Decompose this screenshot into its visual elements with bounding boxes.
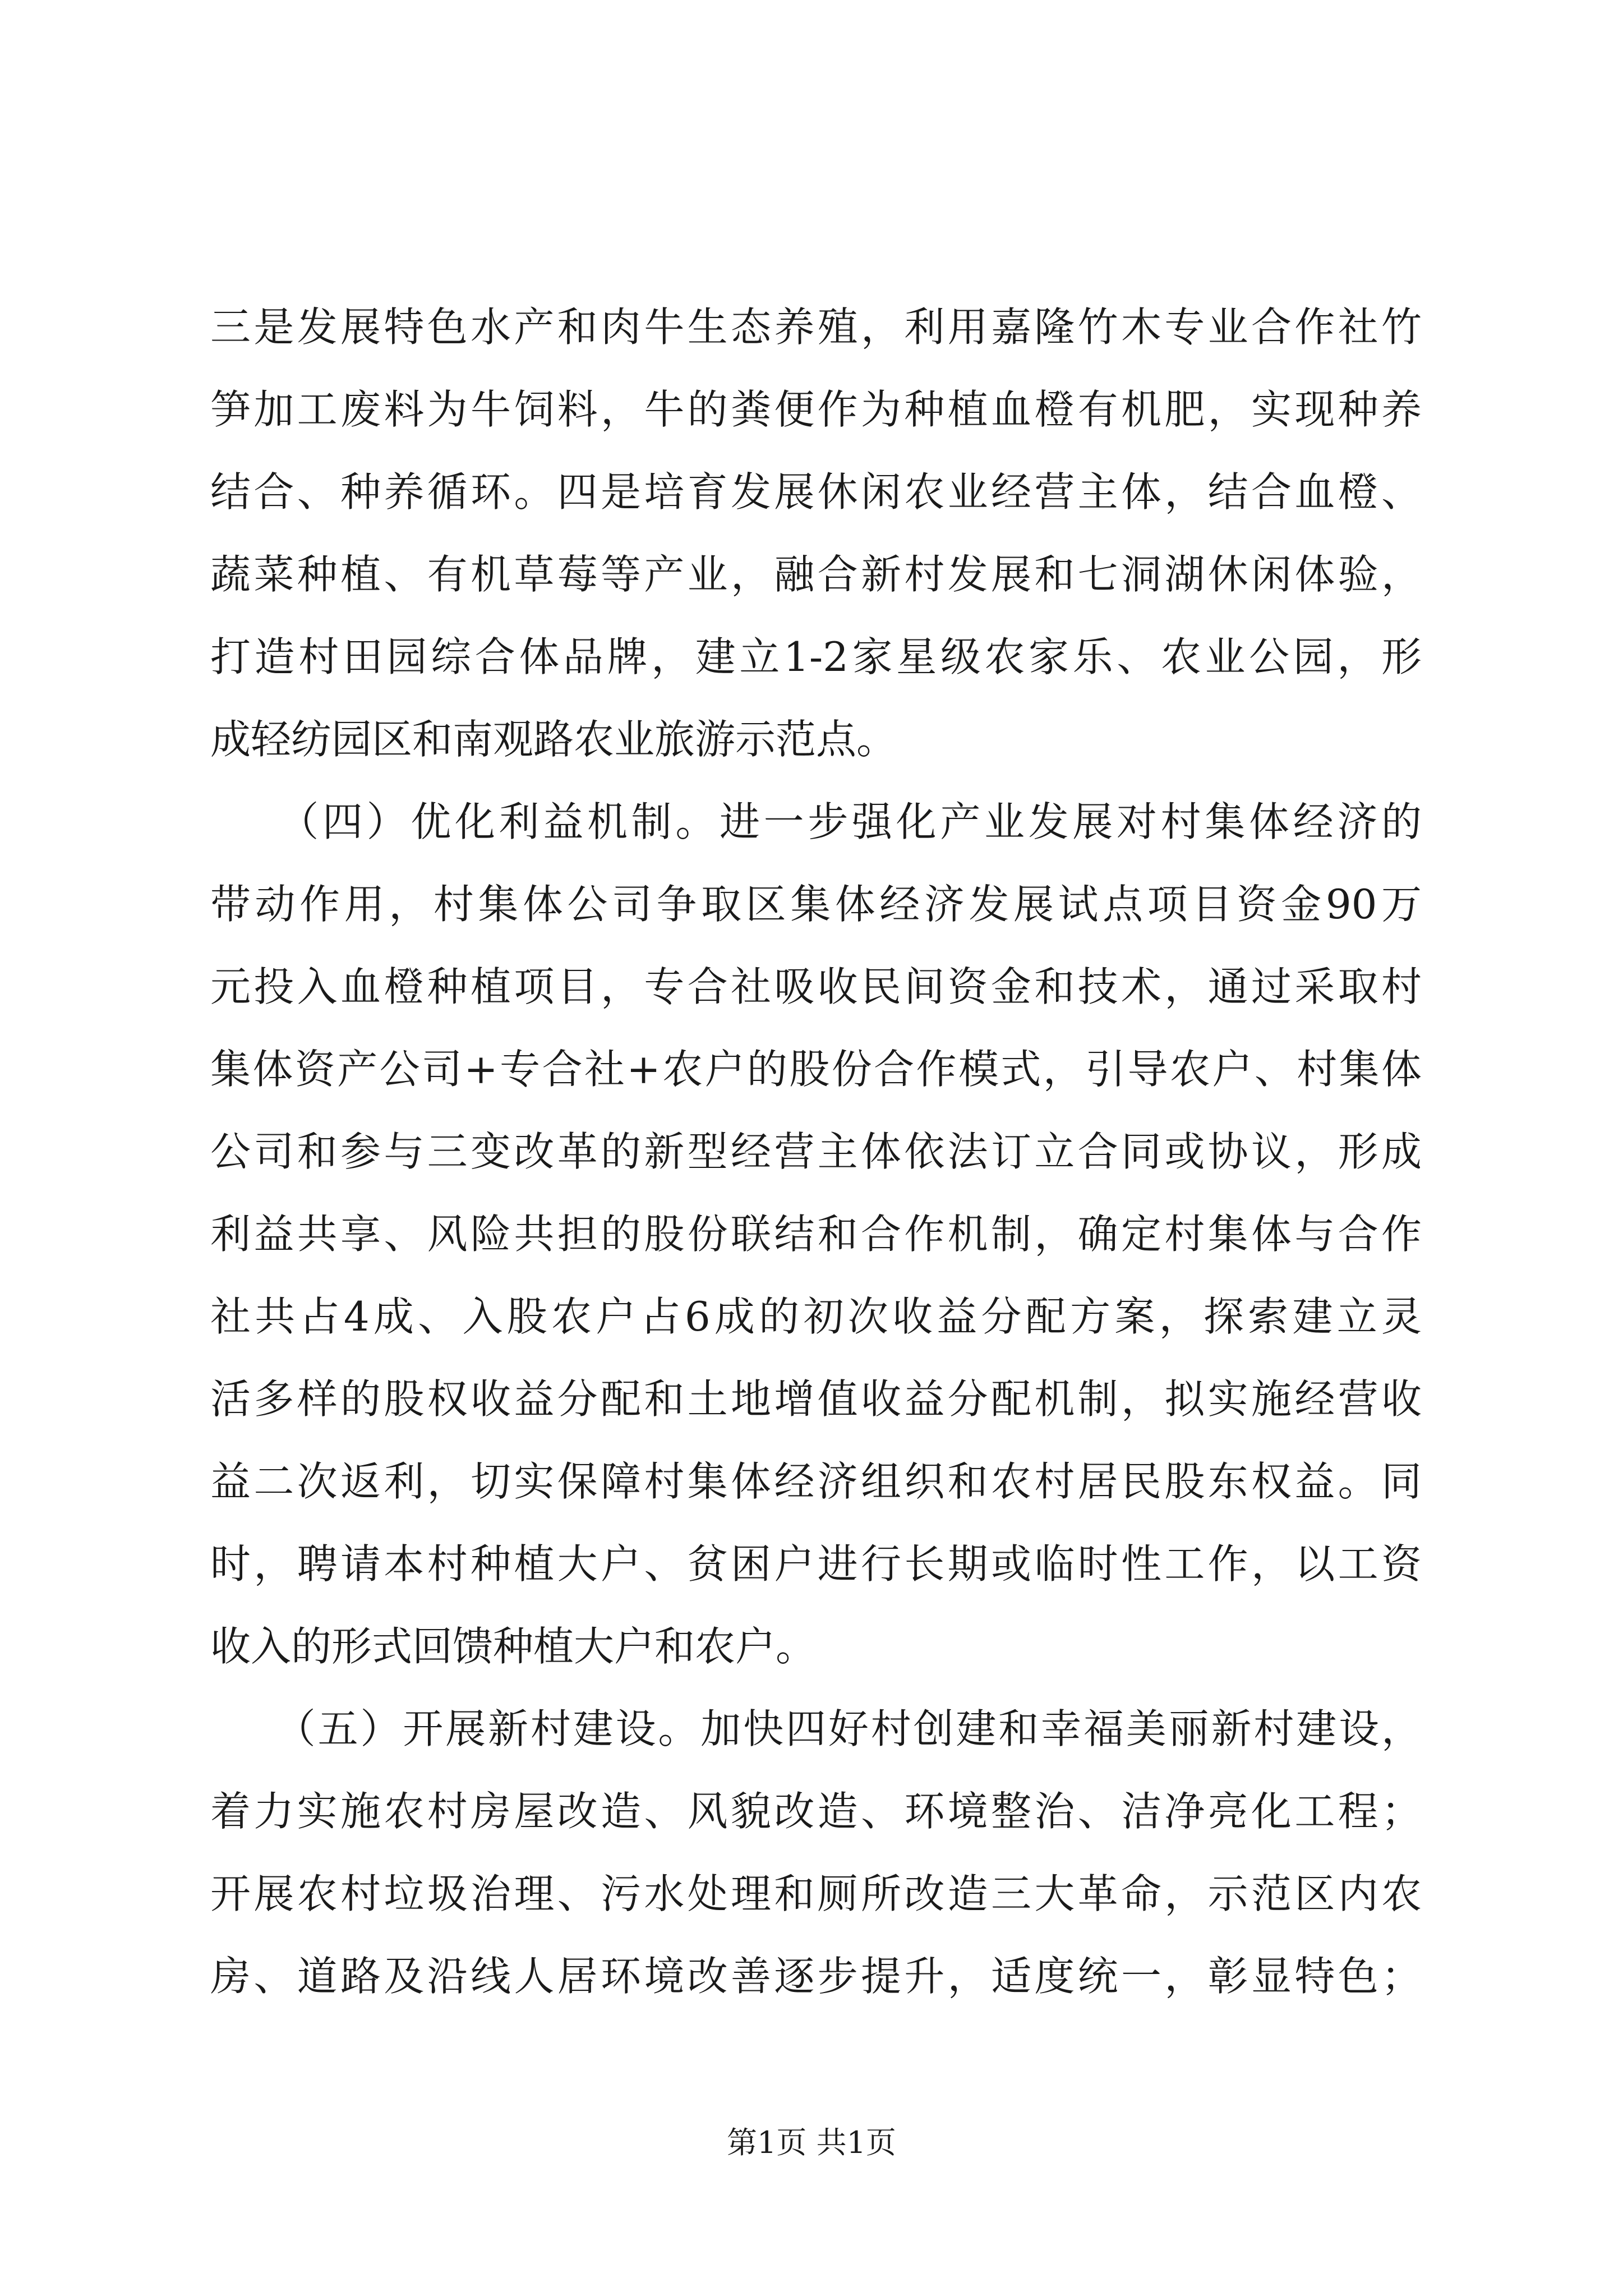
text-line: 活多样的股权收益分配和土地增值收益分配机制，拟实施经营收 bbox=[210, 1375, 1422, 1423]
text-line: 蔬菜种植、有机草莓等产业，融合新村发展和七洞湖休闲体验， bbox=[210, 551, 1422, 598]
text-line: 开展农村垃圾治理、污水处理和厕所改造三大革命，示范区内农 bbox=[210, 1870, 1422, 1917]
text-line: 笋加工废料为牛饲料，牛的粪便作为种植血橙有机肥，实现种养 bbox=[210, 386, 1422, 433]
text-line: 元投入血橙种植项目，专合社吸收民间资金和技术，通过采取村 bbox=[210, 963, 1422, 1010]
text-line: 集体资产公司+专合社+农户的股份合作模式，引导农户、村集体 bbox=[210, 1046, 1422, 1093]
text-line: 带动作用，村集体公司争取区集体经济发展试点项目资金90万 bbox=[210, 881, 1422, 928]
text-line: 收入的形式回馈种植大户和农户。 bbox=[210, 1623, 817, 1670]
text-line: 社共占4成、入股农户占6成的初次收益分配方案，探索建立灵 bbox=[210, 1293, 1422, 1340]
text-line: 公司和参与三变改革的新型经营主体依法订立合同或协议，形成 bbox=[210, 1128, 1422, 1175]
text-line: 打造村田园综合体品牌，建立1-2家星级农家乐、农业公园，形 bbox=[210, 633, 1422, 680]
text-line: 房、道路及沿线人居环境改善逐步提升，适度统一，彰显特色； bbox=[210, 1953, 1422, 2000]
text-line: 三是发展特色水产和肉牛生态养殖，利用嘉隆竹木专业合作社竹 bbox=[210, 303, 1422, 351]
text-line: （五）开展新村建设。加快四好村创建和幸福美丽新村建设， bbox=[210, 1705, 1422, 1752]
text-line: 益二次返利，切实保障村集体经济组织和农村居民股东权益。同 bbox=[210, 1458, 1422, 1505]
text-line: （四）优化利益机制。进一步强化产业发展对村集体经济的 bbox=[210, 798, 1422, 845]
text-line: 时，聘请本村种植大户、贫困户进行长期或临时性工作，以工资 bbox=[210, 1540, 1422, 1588]
page-footer: 第1页 共1页 bbox=[727, 2125, 896, 2160]
text-line: 结合、种养循环。四是培育发展休闲农业经营主体，结合血橙、 bbox=[210, 468, 1422, 516]
text-line: 成轻纺园区和南观路农业旅游示范点。 bbox=[210, 716, 897, 763]
text-line: 着力实施农村房屋改造、风貌改造、环境整治、洁净亮化工程； bbox=[210, 1788, 1422, 1835]
document-body bbox=[210, 286, 1422, 2018]
text-line: 利益共享、风险共担的股份联结和合作机制，确定村集体与合作 bbox=[210, 1211, 1422, 1258]
